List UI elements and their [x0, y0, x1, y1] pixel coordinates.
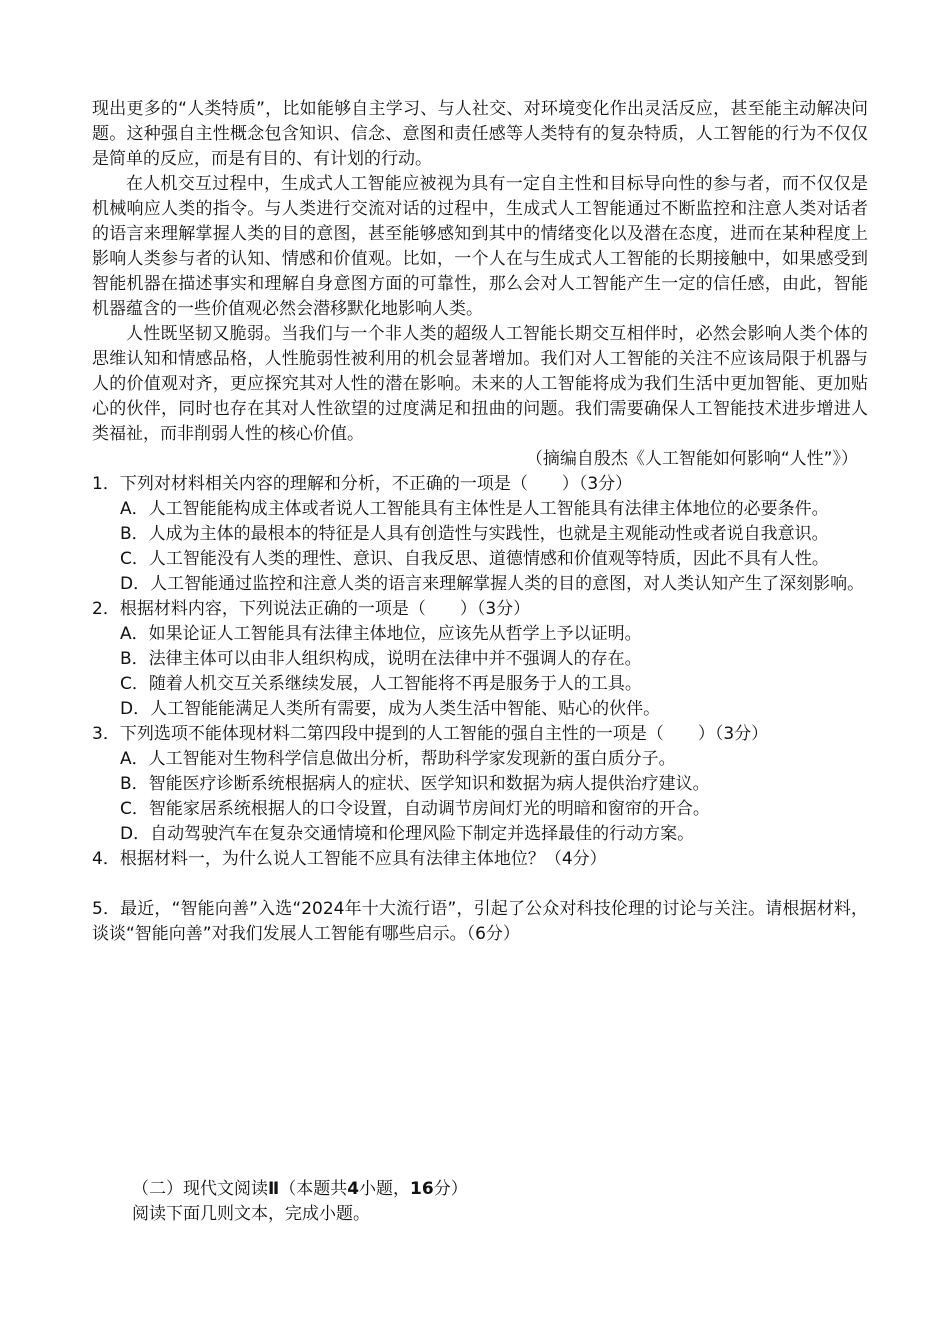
- passage-paragraph-1: 现出更多的“人类特质”，比如能够自主学习、与人社交、对环境变化作出灵活反应，甚至能主动解决问题。这种强自主性概念包含知识、信念、意图和责任感等人类特有的复杂特质，人工智能的行为不仅仅是简单的反应，而是有目的、有计划的行动。: [92, 99, 868, 169]
- passage-source-citation: （摘编自殷杰《人工智能如何影响“人性”》）: [525, 449, 858, 469]
- passage-paragraph-2: 在人机交互过程中，生成式人工智能应被视为具有一定自主性和目标导向性的参与者，而不仅仅是机械响应人类的指令。与人类进行交流对话的过程中，生成式人工智能通过不断监控和注意人类对话者的语言来理解掌握人类的目的意图，甚至能够感知到其中的情绪变化以及潜在态度，进而在某种程度上影响人类参与者的认知、情感和价值观。比如，一个人在与生成式人工智能的长期接触中，如果感受到智能机器在描述事实和理解自身意图方面的可靠性，那么会对人工智能产生一定的信任感，由此，智能机器蕴含的一些价值观必然会潜移默化地影响人类。: [92, 174, 868, 319]
- question-1-option-c: C．人工智能没有人类的理性、意识、自我反思、道德情感和价值观等特质，因此不具有人性。: [120, 549, 829, 569]
- question-2-option-a: A．如果论证人工智能具有法律主体地位，应该先从哲学上予以证明。: [120, 624, 642, 644]
- question-2-stem: 2．根据材料内容，下列说法正确的一项是（ ）（3分）: [92, 599, 531, 619]
- exam-page-body: [92, 97, 868, 947]
- question-5-stem: 5．最近，“智能向善”入选“2024年十大流行语”，引起了公众对科技伦理的讨论与关注。请根据材料，谈谈“智能向善”对我们发展人工智能有哪些启示。（6分）: [92, 899, 868, 944]
- section-heading-middle: （本题共: [279, 1179, 348, 1199]
- question-3-stem: 3．下列选项不能体现材料二第四段中提到的人工智能的强自主性的一项是（ ）（3分）: [92, 724, 769, 744]
- question-3-option-d: D．自动驾驶汽车在复杂交通情境和伦理风险下制定并选择最佳的行动方案。: [120, 824, 695, 844]
- answer-space-question-4: [92, 872, 868, 897]
- question-1-option-d: D．人工智能通过监控和注意人类的语言来理解掌握人类的目的意图，对人类认知产生了深刻影响。: [120, 574, 865, 594]
- question-2: [92, 597, 868, 722]
- section-total-score: 16: [410, 1179, 434, 1199]
- section-heading-prefix: （二）现代文阅读: [132, 1179, 268, 1199]
- question-3-option-c: C．智能家居系统根据人的口令设置，自动调节房间灯光的明暗和窗帘的开合。: [120, 799, 710, 819]
- question-3-option-a: A．人工智能对生物科学信息做出分析，帮助科学家发现新的蛋白质分子。: [120, 749, 676, 769]
- section-heading: [132, 1177, 468, 1202]
- question-3-option-b: B．智能医疗诊断系统根据病人的症状、医学知识和数据为病人提供治疗建议。: [120, 774, 710, 794]
- question-1-stem: 1．下列对材料相关内容的理解和分析，不正确的一项是（ ）（3分）: [92, 474, 633, 494]
- question-4-stem: 4．根据材料一，为什么说人工智能不应具有法律主体地位？（4分）: [92, 849, 607, 869]
- section-heading-numeral: Ⅱ: [268, 1179, 280, 1199]
- question-3: [92, 722, 868, 847]
- section-heading-middle2: 小题，: [359, 1179, 411, 1199]
- question-1-option-a: A．人工智能能构成主体或者说人工智能具有主体性是人工智能具有法律主体地位的必要条件。: [120, 499, 829, 519]
- question-4: [92, 847, 868, 872]
- question-2-option-c: C．随着人机交互关系继续发展，人工智能将不再是服务于人的工具。: [120, 674, 642, 694]
- question-1: [92, 472, 868, 597]
- passage-paragraph-3: 人性既坚韧又脆弱。当我们与一个非人类的超级人工智能长期交互相伴时，必然会影响人类个体的思维认知和情感品格，人性脆弱性被利用的机会显著增加。我们对人工智能的关注不应该局限于机器与人的价值观对齐，更应探究其对人性的潜在影响。未来的人工智能将成为我们生活中更加智能、更加贴心的伙伴，同时也存在其对人性欲望的过度满足和扭曲的问题。我们需要确保人工智能技术进步增进人类福祉，而非削弱人性的核心价值。: [92, 324, 868, 444]
- section-question-count: 4: [347, 1179, 360, 1199]
- question-2-option-b: B．法律主体可以由非人组织构成，说明在法律中并不强调人的存在。: [120, 649, 642, 669]
- question-1-option-b: B．人成为主体的最根本的特征是人具有创造性与实践性，也就是主观能动性或者说自我意识。: [120, 524, 829, 544]
- section-heading-suffix: 分）: [433, 1179, 468, 1199]
- question-2-option-d: D．人工智能能满足人类所有需要，成为人类生活中智能、贴心的伙伴。: [120, 699, 661, 719]
- question-5: [92, 897, 868, 947]
- section-instruction: 阅读下面几则文本，完成小题。: [132, 1204, 370, 1224]
